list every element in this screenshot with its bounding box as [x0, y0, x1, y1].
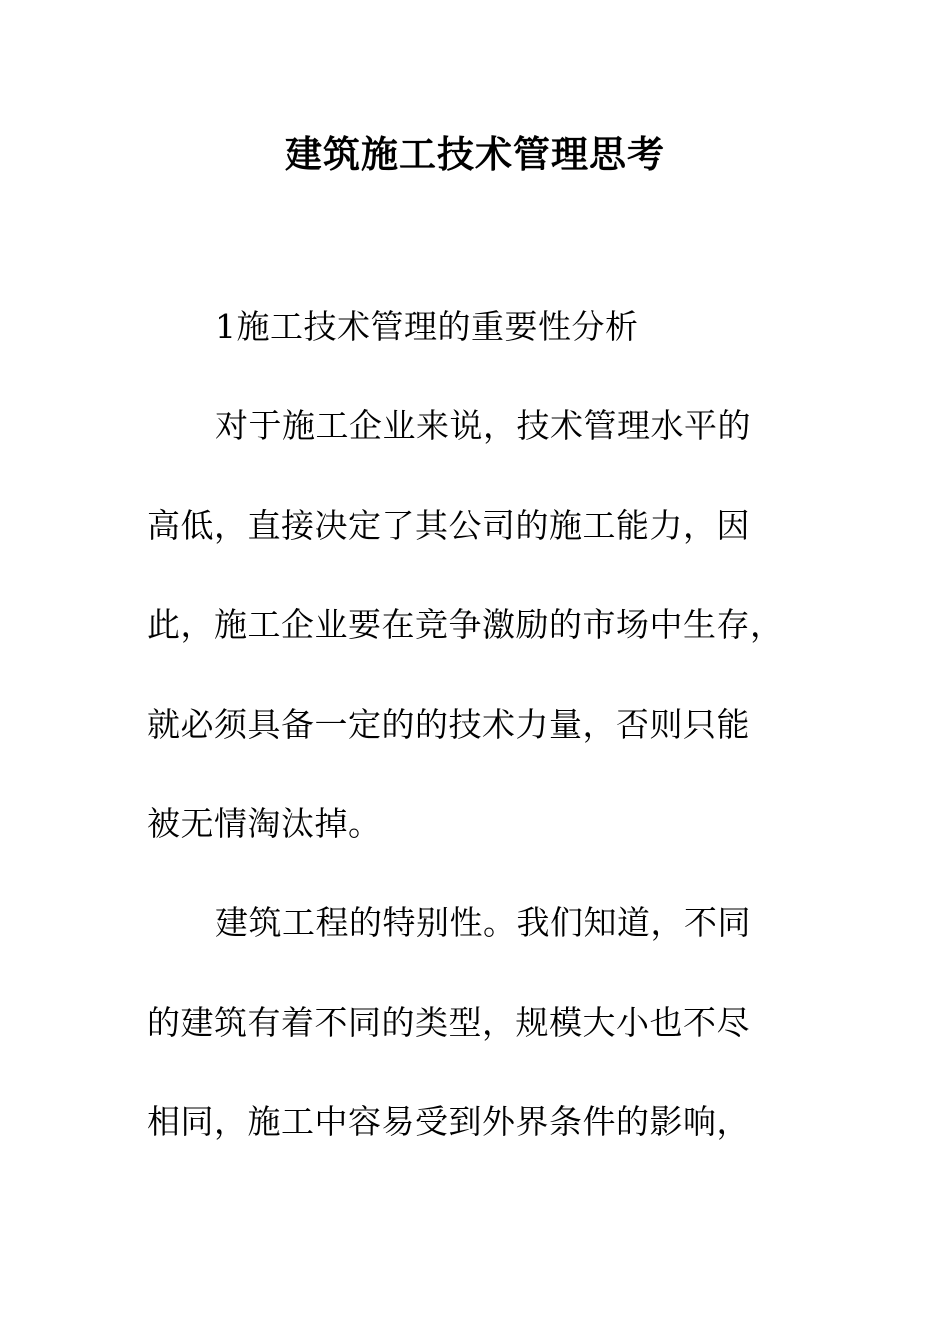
- paragraph-line: 高低，直接决定了其公司的施工能力，因: [147, 506, 750, 545]
- paragraph-line: 此，施工企业要在竞争激励的市场中生存，: [147, 605, 784, 644]
- paragraph-line: 对于施工企业来说，技术管理水平的: [215, 406, 751, 445]
- paragraph-line: 相同，施工中容易受到外界条件的影响，: [147, 1102, 750, 1141]
- document-title: 建筑施工技术管理思考: [285, 132, 665, 176]
- section-heading: 1施工技术管理的重要性分析: [215, 307, 639, 346]
- paragraph-line: 建筑工程的特别性。我们知道，不同: [215, 903, 751, 942]
- paragraph-line: 的建筑有着不同的类型，规模大小也不尽: [147, 1003, 750, 1042]
- paragraph-line: 就必须具备一定的的技术力量，否则只能: [147, 705, 750, 744]
- paragraph-line: 被无情淘汰掉。: [147, 804, 382, 843]
